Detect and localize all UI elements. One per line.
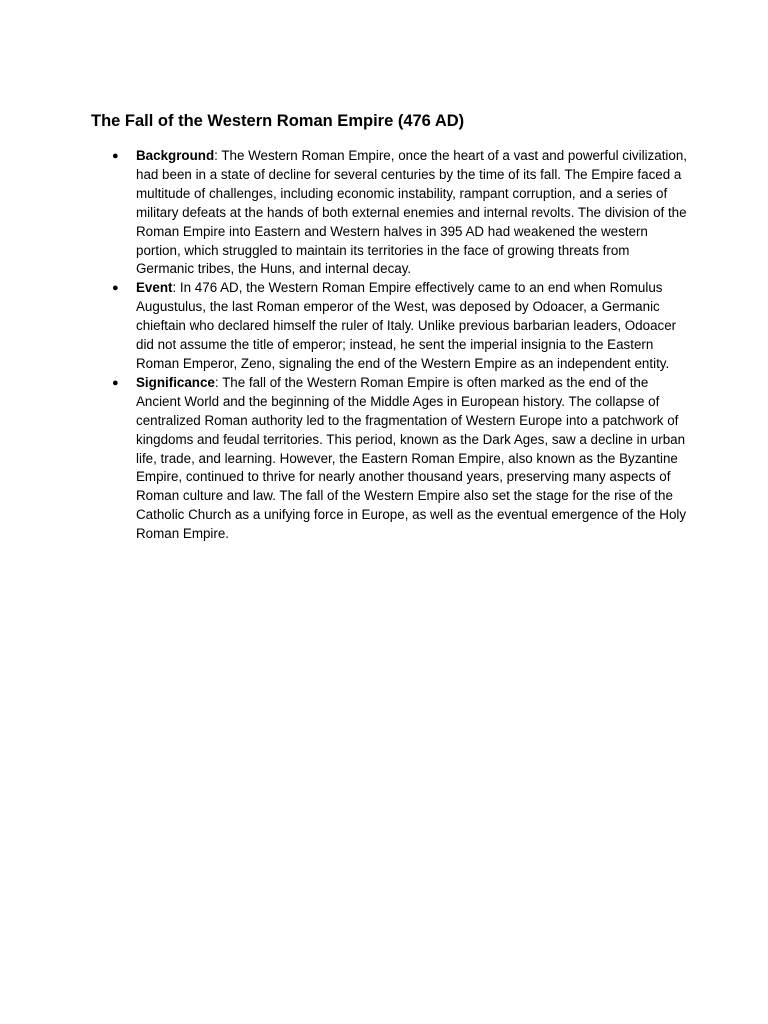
bullet-icon: ● bbox=[112, 376, 119, 389]
bullet-icon: ● bbox=[112, 282, 119, 295]
item-term-significance: Significance bbox=[136, 374, 215, 390]
list-item-significance bbox=[91, 374, 691, 544]
item-text-background: : The Western Roman Empire, once the heart of a vast and powerful civilization, had been in a state of decline for several centuries by the time of its fall. The Empire faced a multitude of challenges, including economic instability, rampant corruption, and a series of military defeats at the hands of both external enemies and internal revolts. The division of the Roman Empire into Eastern and Western halves in 395 AD had weakened the western portion, which struggled to maintain its territories in the face of growing threats from Germanic tribes, the Huns, and internal decay. bbox=[136, 148, 688, 277]
bullet-icon: ● bbox=[112, 150, 119, 162]
item-term-event: Event bbox=[136, 280, 173, 296]
list-item-background bbox=[91, 147, 691, 279]
bullet-list bbox=[91, 147, 691, 544]
list-item-event bbox=[91, 279, 691, 374]
item-text-significance: : The fall of the Western Roman Empire is often marked as the end of the Ancient World and the beginning of the Middle Ages in European history. The collapse of centralized Roman authority led to the fragmentation of Western Europe into a patchwork of kingdoms and feudal territories. This period, known as the Dark Ages, saw a decline in urban life, trade, and learning. However, the Eastern Roman Empire, also known as the Byzantine Empire, continued to thrive for nearly another thousand years, preserving many aspects of Roman culture and law. The fall of the Western Empire also set the stage for the rise of the Catholic Church as a unifying force in Europe, as well as the eventual emergence of the Holy Roman Empire. bbox=[136, 374, 687, 542]
item-text-event: : In 476 AD, the Western Roman Empire effectively came to an end when Romulus Augustulus, the last Roman emperor of the West, was deposed by Odoacer, a Germanic chieftain who declared himself the ruler of Italy. Unlike previous barbarian leaders, Odoacer did not assume the title of emperor; instead, he sent the imperial insignia to the Eastern Roman Emperor, Zeno, signaling the end of the Western Empire as an independent entity. bbox=[136, 280, 677, 371]
document-title: The Fall of the Western Roman Empire (476 AD) bbox=[91, 112, 465, 130]
item-term-background: Background bbox=[136, 148, 215, 163]
